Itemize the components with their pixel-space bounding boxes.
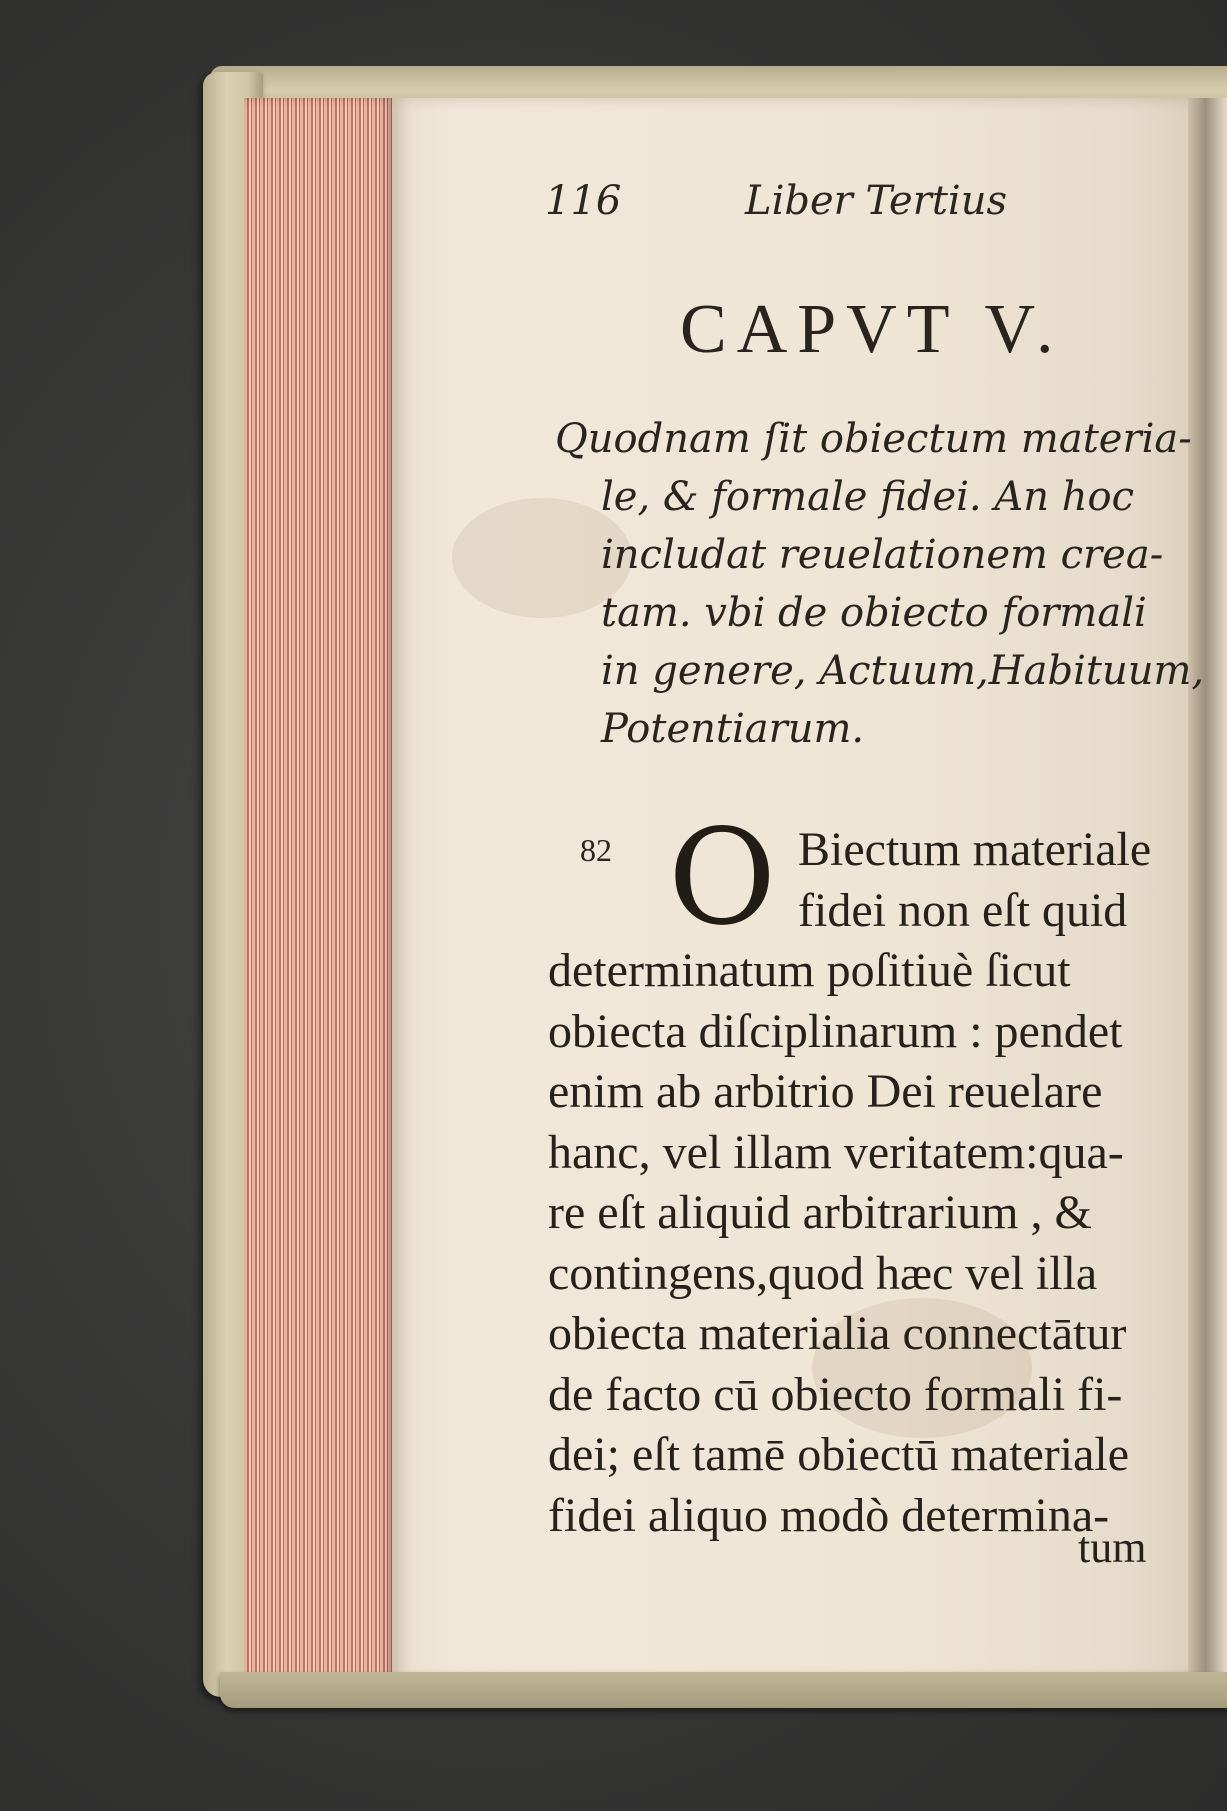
body-line: dei; eſt tamē obiectū materiale xyxy=(548,1428,1130,1481)
body-line: determinatum poſitiuè ſicut xyxy=(548,944,1071,997)
summary-line: in genere, Actuum,Habituum, xyxy=(601,648,1205,694)
red-page-edges xyxy=(244,98,394,1683)
body-line: hanc, vel illam veritatem:qua- xyxy=(548,1125,1124,1179)
drop-cap: O xyxy=(668,801,777,955)
body-text xyxy=(548,820,1193,1546)
summary-line: le, & formale fidei. An hoc xyxy=(601,474,1134,520)
body-line: obiecta materialia connectātur xyxy=(548,1307,1127,1360)
body-line: contingens,quod hæc vel illa xyxy=(548,1246,1098,1300)
body-line: obiecta diſciplinarum : pendet xyxy=(548,1004,1123,1058)
catchword: tum xyxy=(1078,1523,1147,1572)
summary-line: Quodnam ſit obiectum materia- xyxy=(555,416,1192,462)
chapter-heading: CAPVT V. xyxy=(680,291,1064,368)
body-line: enim ab arbitrio Dei reuelare xyxy=(548,1065,1103,1118)
chapter-summary xyxy=(555,410,1205,758)
summary-line: tam. vbi de obiecto formali xyxy=(601,590,1147,636)
body-line: de facto cū obiecto formali fi- xyxy=(548,1367,1123,1421)
paragraph-number: 82 xyxy=(580,832,612,868)
body-line: fidei aliquo modò determina- xyxy=(548,1488,1110,1542)
body-line: re eſt aliquid arbitrarium , & xyxy=(548,1186,1092,1239)
summary-line: Potentiarum. xyxy=(601,706,865,752)
body-line: fidei non eſt quid xyxy=(798,883,1128,937)
vellum-cover-bottom-edge xyxy=(220,1672,1227,1708)
page-gutter xyxy=(1188,98,1227,1680)
running-title: Liber Tertius xyxy=(745,178,1007,224)
summary-line: includat reuelationem crea- xyxy=(601,532,1164,578)
body-line: Biectum materiale xyxy=(798,823,1152,876)
running-head xyxy=(545,178,1105,238)
page-number: 116 xyxy=(545,178,622,224)
